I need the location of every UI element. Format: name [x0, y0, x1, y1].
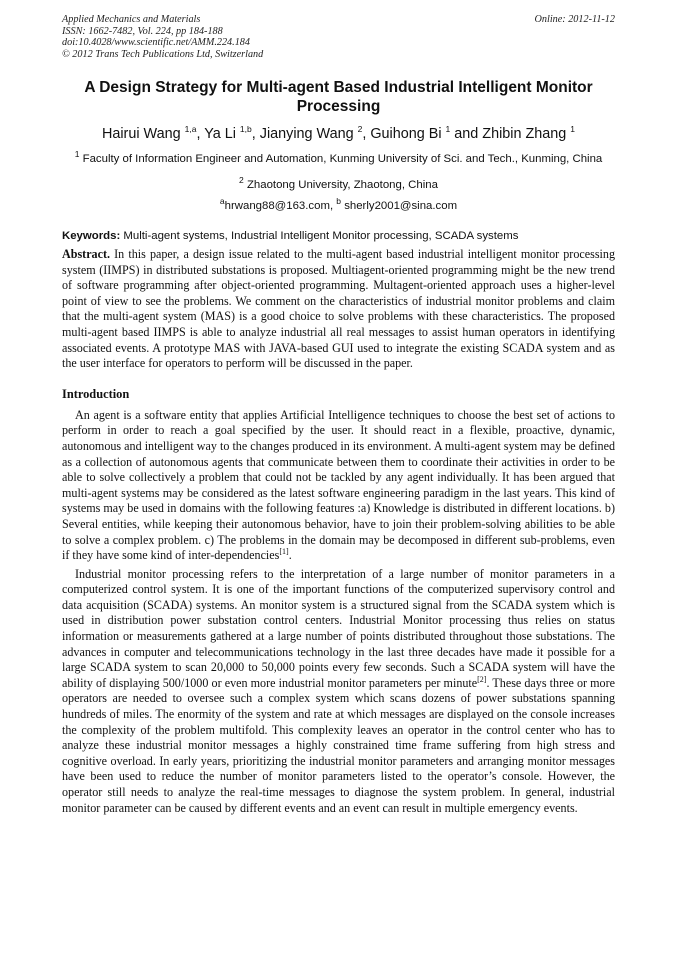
affiliation-2 — [62, 175, 615, 192]
author-name: Jianying Wang — [259, 126, 354, 142]
affiliation-1 — [62, 149, 615, 166]
author-mark: 2 — [357, 124, 363, 135]
email-mark: a — [219, 196, 225, 207]
email-address: hrwang88@163.com — [224, 200, 330, 212]
copyright-line: © 2012 Trans Tech Publications Ltd, Switzerland — [62, 48, 264, 60]
citation-ref: [1] — [279, 547, 289, 557]
citation-ref: [2] — [477, 674, 487, 684]
abstract-text: In this paper, a design issue related to the multi-agent based industrial intelligent monitor processing system (IIMPS) in distributed substations is proposed. Multiagent-oriented programming might be the new trend of software programming after object-oriented programming. Multagent-oriented approach uses a higher-level point of view to see the problems. We comment on the characteristics of industrial monitor problems and claim that the multi-agent system (MAS) is a good choice to solve problems with these characteristics. The proposed multi-agent based IIMPS is able to analyze industrial all real messages to assist human operators in identifying associated events. A prototype MAS with JAVA-based GUI used to integrate the existing SCADA system and as the user interface for operators to perform will be discussed in the paper. — [62, 247, 615, 371]
email-line: $^a$hrwang88@163.com, $^b$ sherly2001@sina.com — [219, 196, 458, 212]
affiliation-mark: 2 — [239, 175, 244, 186]
intro-paragraph-2 — [62, 567, 615, 817]
email-mark: b — [336, 196, 342, 207]
keywords-text: Multi-agent systems, Industrial Intelligent Monitor processing, SCADA systems — [123, 230, 519, 242]
paragraph-text: . These days three or more operators are needed to oversee such a complex system which scans dozens of power substations spanning hundreds of miles. The enormity of the system and rate at which messages are displayed on the console increases the complexity of the problem multifold. This complexity leaves an operator in the control center who has to analyze these industrial monitor messages a highly constrained time frame suffering from high stress and cognitive overload. In early years, prioritizing the industrial monitor parameters and arranging monitor messages have been used to reduce the number of monitor parameters listed to the operator’s console. However, the operator still needs to analyze the real-time messages to diagnose the system problem. In general, industrial monitor parameter can be caused by different events and an event can result in multiple emergency events. — [62, 675, 615, 815]
author-name: Ya Li — [204, 126, 236, 142]
author-mark: 1 — [445, 124, 451, 135]
paper-title: A Design Strategy for Multi-agent Based Industrial Intelligent Monitor Processing — [84, 79, 593, 115]
author-mark: 1,b — [239, 124, 252, 135]
author-mark: 1 — [570, 124, 576, 135]
issn-line: ISSN: 1662-7482, Vol. 224, pp 184-188 — [62, 25, 223, 37]
paragraph-text: Industrial monitor processing refers to the interpretation of a large number of monitor parameters in a computerized control system. It is one of the important functions of the computerized supervisory control and data acquisition (SCADA) systems. An monitor system is a structured signal from the SCADA system which is used in distribution power substation control centers. Industrial Monitor processing thus relies on status information or measurements gathered at a large number of points distributed throughout those substations. The advances in computer and telecommunications technology in the last three decades have made it possible for a large SCADA system to scan 20,000 to 50,000 points every few seconds. Such a SCADA system will have the ability of displaying 500/1000 or even more industrial monitor parameters per minute — [62, 566, 615, 690]
journal-name: Applied Mechanics and Materials — [62, 14, 201, 25]
doi-line: doi:10.4028/www.scientific.net/AMM.224.184 — [62, 37, 250, 48]
email-address: sherly2001@sina.com — [344, 200, 458, 212]
intro-paragraph-1 — [62, 408, 615, 564]
author-mark: 1,a — [184, 124, 197, 135]
keywords-label: Keywords: — [62, 230, 121, 242]
paper-page — [62, 14, 615, 816]
affiliation-text: Faculty of Information Engineer and Automation, Kunming University of Sci. and Tech., Kunming, China — [82, 153, 603, 165]
author-list: Hairui Wang $^{1,a}$, Ya Li $^{1,b}$, Jianying Wang $^2$, Guihong Bi $^1$ and Zhibin Zhang $^1$ — [101, 124, 576, 142]
affiliation-mark: 1 — [74, 149, 80, 160]
author-name: Zhibin Zhang — [482, 126, 567, 142]
affiliation-text: Zhaotong University, Zhaotong, China — [246, 179, 438, 191]
abstract-label: Abstract. — [62, 247, 111, 261]
online-date: Online: 2012-11-12 — [534, 14, 615, 25]
journal-header — [62, 14, 615, 60]
paragraph-text: . — [288, 548, 292, 563]
keywords — [62, 230, 615, 242]
paragraph-text: An agent is a software entity that applies Artificial Intelligence techniques to choose the best set of actions to perform in order to reach a goal specified by the user. It should react in a flexible, proactive, dynamic, autonomous and intelligent way to the changes produced in its environment. A multi-agent system may be defined as a collection of autonomous agents that communicate between them to coordinate their activities in order to be able to solve collectively a problem that could not be tackled by any agent individually. It has been argued that multi-agent systems may be considered as the latest software engineering paradigm in the last years. This kind of systems may be used in domains with the following features :a) Knowledge is distributed in different locations. b) Several entities, while keeping their autonomous behavior, have to join their problem-solving abilities to be able to solve a complex problem. c) The problems in the domain may be decomposed in different sub-problems, even if they have some kind of inter-dependencies — [62, 407, 615, 563]
author-name: Guihong Bi — [370, 126, 442, 142]
abstract — [62, 247, 615, 372]
section-heading-introduction: Introduction — [62, 386, 130, 401]
author-name: Hairui Wang — [101, 126, 181, 142]
